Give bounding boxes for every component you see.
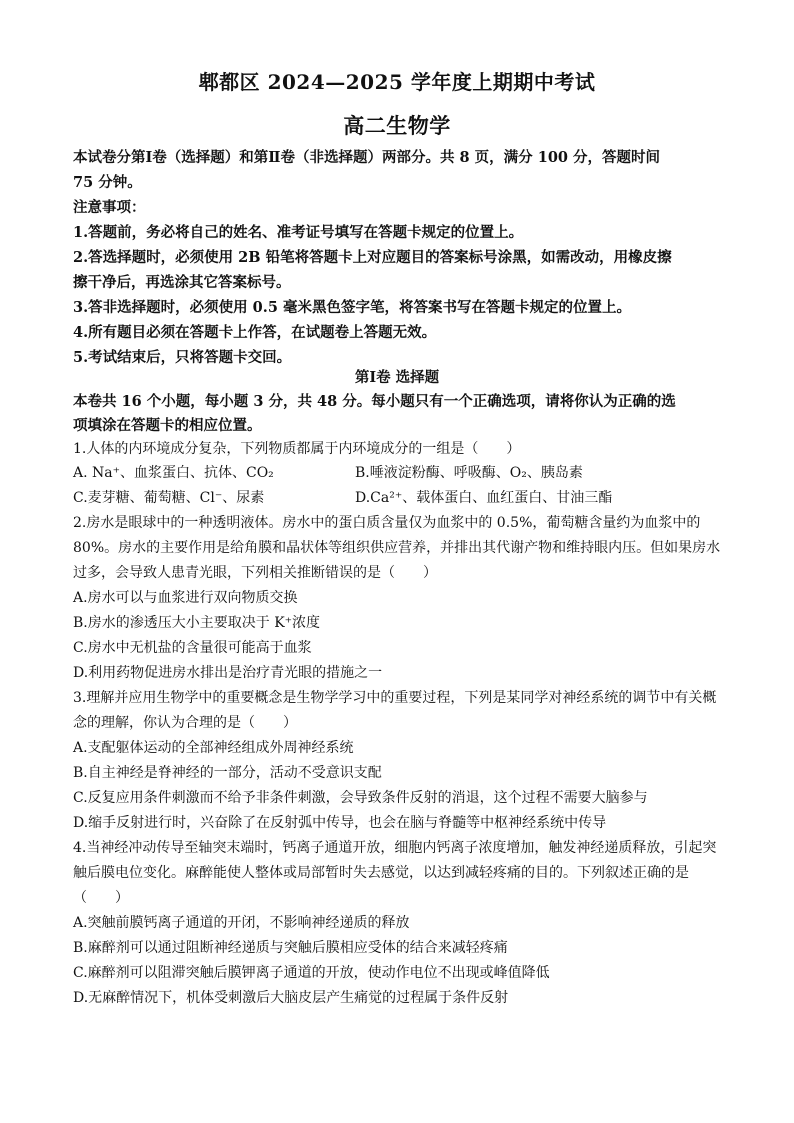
q3-option-a: A.支配躯体运动的全部神经组成外周神经系统	[73, 740, 354, 756]
q4-option-a: A.突触前膜钙离子通道的开闭，不影响神经递质的释放	[73, 915, 410, 931]
q2-option-b: B.房水的渗透压大小主要取决于 K⁺浓度	[73, 615, 321, 631]
q2-stem-3: 过多，会导致人患青光眼，下列相关推断错误的是（ ）	[73, 565, 437, 581]
q2-option-c: C.房水中无机盐的含量很可能高于血浆	[73, 640, 312, 656]
q3-option-d: D.缩手反射进行时，兴奋除了在反射弧中传导，也会在脑与脊髓等中枢神经系统中传导	[73, 815, 607, 831]
q2-stem-1: 2.房水是眼球中的一种透明液体。房水中的蛋白质含量仅为血浆中的 0.5%，葡萄糖含量约为血浆中的	[73, 515, 701, 531]
q4-option-b: B.麻醉剂可以通过阻断神经递质与突触后膜相应受体的结合来减轻疼痛	[73, 940, 508, 956]
exam-subject: 高二生物学	[343, 113, 451, 138]
q3-option-b: B.自主神经是脊神经的一部分，活动不受意识支配	[73, 765, 382, 781]
q2-option-d: D.利用药物促进房水排出是治疗青光眼的措施之一	[73, 665, 383, 681]
q1-option-a: A. Na⁺、血浆蛋白、抗体、CO₂	[73, 465, 274, 481]
note-5: 5.考试结束后，只将答题卡交回。	[73, 349, 292, 366]
q3-stem-2: 念的理解，你认为合理的是（ ）	[73, 715, 297, 731]
q4-option-d: D.无麻醉情况下，机体受刺激后大脑皮层产生痛觉的过程属于条件反射	[73, 990, 509, 1006]
q1-stem: 1.人体的内环境成分复杂，下列物质都属于内环境成分的一组是（ ）	[73, 441, 521, 457]
q2-stem-2: 80%。房水的主要作用是给角膜和晶状体等组织供应营养，并排出其代谢产物和维持眼内压。但如果房水	[73, 540, 721, 556]
intro-line-2: 75 分钟。	[73, 174, 142, 191]
q4-stem-3: （ ）	[73, 890, 129, 906]
section1-desc-1: 本卷共 16 个小题，每小题 3 分，共 48 分。每小题只有一个正确选项，请将你认为正确的选	[73, 393, 676, 410]
note-2a: 2.答选择题时，必须使用 2B 铅笔将答题卡上对应题目的答案标号涂黑，如需改动，用橡皮擦	[73, 249, 672, 266]
q1-option-c: C.麦芽糖、葡萄糖、Cl⁻、尿素	[73, 490, 265, 506]
section1-heading: 第Ⅰ卷 选择题	[354, 369, 440, 386]
q4-stem-2: 触后膜电位变化。麻醉能使人整体或局部暂时失去感觉，以达到减轻疼痛的目的。下列叙述正确的是	[73, 865, 689, 881]
note-1: 1.答题前，务必将自己的姓名、准考证号填写在答题卡规定的位置上。	[73, 224, 524, 241]
q4-stem-1: 4.当神经冲动传导至轴突末端时，钙离子通道开放，细胞内钙离子浓度增加，触发神经递质释放，引起突	[73, 840, 717, 856]
note-2b: 擦干净后，再选涂其它答案标号。	[73, 274, 291, 291]
q3-option-c: C.反复应用条件刺激而不给予非条件刺激，会导致条件反射的消退，这个过程不需要大脑参与	[73, 790, 648, 806]
note-3: 3.答非选择题时，必须使用 0.5 毫米黑色签字笔，将答案书写在答题卡规定的位置上。	[73, 299, 631, 316]
note-4: 4.所有题目必须在答题卡上作答，在试题卷上答题无效。	[73, 324, 437, 341]
q2-option-a: A.房水可以与血浆进行双向物质交换	[73, 590, 298, 606]
intro-line-1: 本试卷分第Ⅰ卷（选择题）和第Ⅱ卷（非选择题）两部分。共 8 页，满分 100 分，答题时间	[73, 149, 661, 166]
exam-title: 郫都区 2024—2025 学年度上期期中考试	[198, 70, 596, 94]
q1-option-d: D.Ca²⁺、载体蛋白、血红蛋白、甘油三酯	[355, 490, 613, 506]
q4-option-c: C.麻醉剂可以阻滞突触后膜钾离子通道的开放，使动作电位不出现或峰值降低	[73, 965, 550, 981]
q3-stem-1: 3.理解并应用生物学中的重要概念是生物学学习中的重要过程，下列是某同学对神经系统的调节中有关概	[73, 690, 717, 706]
section1-desc-2: 项填涂在答题卡的相应位置。	[73, 417, 262, 434]
notes-heading: 注意事项：	[73, 199, 146, 216]
q1-option-b: B.唾液淀粉酶、呼吸酶、O₂、胰岛素	[355, 465, 583, 481]
